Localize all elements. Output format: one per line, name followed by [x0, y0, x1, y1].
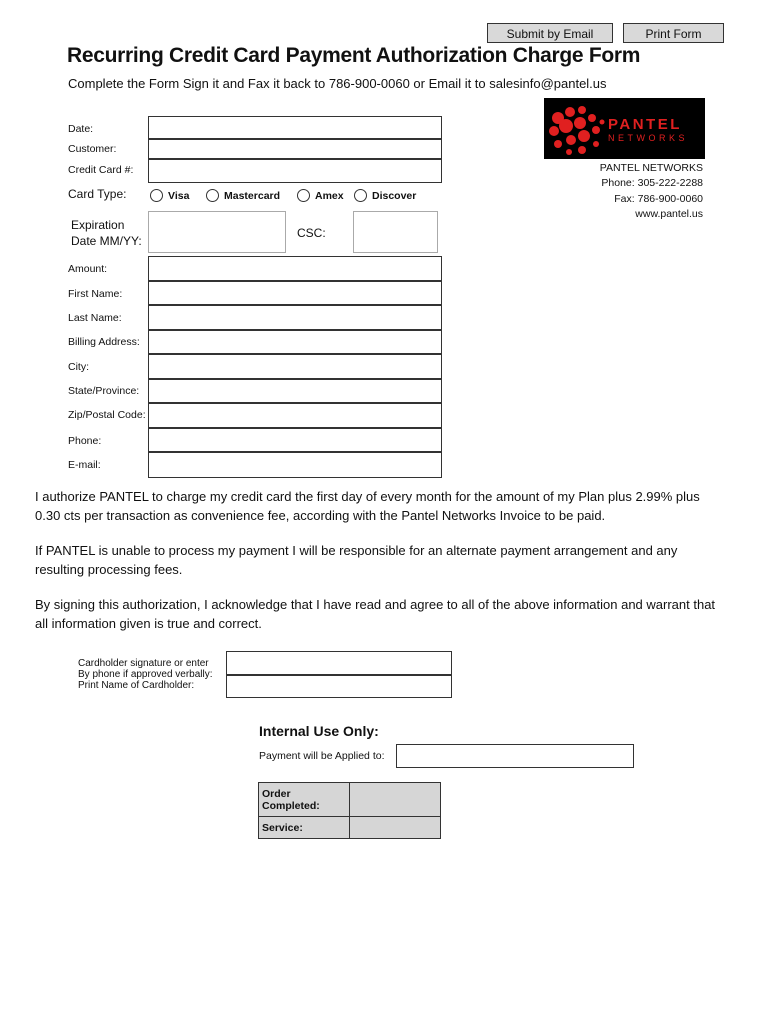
print-form-button[interactable]: Print Form: [623, 23, 724, 43]
last-name-field[interactable]: [148, 305, 442, 330]
last-name-label: Last Name:: [68, 312, 122, 324]
customer-label: Customer:: [68, 143, 117, 155]
phone-field[interactable]: [148, 428, 442, 452]
csc-field[interactable]: [353, 211, 438, 253]
card-type-label-amex: Amex: [315, 189, 344, 202]
billing-address-field[interactable]: [148, 330, 442, 354]
city-field[interactable]: [148, 354, 442, 379]
amount-label: Amount:: [68, 263, 108, 275]
order-completed-label: [259, 783, 350, 817]
date-field[interactable]: [148, 116, 442, 139]
expiration-label-line1: Expiration: [71, 218, 125, 232]
signature-label-line3: Print Name of Cardholder:: [78, 680, 195, 691]
submit-by-email-button[interactable]: Submit by Email: [487, 23, 613, 43]
logo-text-bottom: NETWORKS: [608, 133, 689, 143]
logo-text-top: PANTEL: [608, 116, 682, 133]
card-type-amex[interactable]: [297, 189, 344, 202]
payment-applied-field[interactable]: [396, 744, 634, 768]
radio-discover[interactable]: [354, 189, 367, 202]
amount-field[interactable]: [148, 256, 442, 281]
signature-label-line1: Cardholder signature or enter: [78, 658, 209, 669]
customer-field[interactable]: [148, 139, 442, 159]
card-type-label-mastercard: Mastercard: [224, 189, 281, 202]
card-type-label: Card Type:: [68, 187, 127, 201]
radio-visa[interactable]: [150, 189, 163, 202]
card-type-visa[interactable]: [150, 189, 189, 202]
internal-use-table: [258, 782, 441, 839]
expiration-label-line2: Date MM/YY:: [71, 234, 142, 248]
order-completed-label-line2: Completed:: [262, 799, 320, 812]
authorization-paragraph: I authorize PANTEL to charge my credit card the first day of every month for the amount of my Plan plus 2.99% plus 0.30 cts per transaction as convenience fee, according with the Pantel Networks Invoice to be paid.: [35, 489, 700, 523]
zip-label: Zip/Postal Code:: [68, 409, 146, 421]
first-name-field[interactable]: [148, 281, 442, 305]
table-row: [259, 817, 441, 839]
order-completed-label-line1: Order: [262, 787, 291, 800]
expiration-field[interactable]: [148, 211, 286, 253]
state-field[interactable]: [148, 379, 442, 403]
radio-mastercard[interactable]: [206, 189, 219, 202]
pantel-logo-mark: [544, 98, 705, 159]
email-label: E-mail:: [68, 459, 101, 471]
card-type-label-visa: Visa: [168, 189, 190, 202]
city-label: City:: [68, 361, 89, 373]
internal-use-title: Internal Use Only:: [259, 723, 379, 739]
billing-address-label: Billing Address:: [68, 336, 140, 348]
page-subtitle: Complete the Form Sign it and Fax it back to 786-900-0060 or Email it to salesinfo@pantel.us: [68, 76, 607, 91]
first-name-label: First Name:: [68, 288, 123, 300]
signature-label-line2: By phone if approved verbally:: [78, 669, 213, 680]
phone-label: Phone:: [68, 435, 102, 447]
date-label: Date:: [68, 123, 94, 135]
zip-field[interactable]: [148, 403, 442, 428]
company-phone: Phone: 305-222-2288: [601, 177, 703, 189]
company-website: www.pantel.us: [635, 208, 703, 220]
processing-paragraph: If PANTEL is unable to process my payment I will be responsible for an alternate payment arrangement and any resulting processing fees.: [35, 543, 678, 577]
state-label: State/Province:: [68, 385, 140, 397]
table-row: [259, 783, 441, 817]
order-completed-field[interactable]: [350, 783, 441, 817]
signature-field[interactable]: [226, 651, 452, 675]
company-fax: Fax: 786-900-0060: [614, 193, 703, 205]
company-name: PANTEL NETWORKS: [599, 162, 703, 174]
card-type-discover[interactable]: [354, 189, 416, 202]
print-name-field[interactable]: [226, 675, 452, 698]
signature-label: [78, 658, 213, 691]
card-type-label-discover: Discover: [372, 189, 417, 202]
page-title: Recurring Credit Card Payment Authorization Charge Form: [67, 44, 641, 67]
pantel-logo: [544, 98, 705, 159]
email-field[interactable]: [148, 452, 442, 478]
payment-applied-label: Payment will be Applied to:: [259, 750, 385, 762]
service-label: Service:: [259, 817, 350, 839]
service-field[interactable]: [350, 817, 441, 839]
csc-label: CSC:: [297, 226, 326, 240]
credit-card-label: Credit Card #:: [68, 164, 134, 176]
acknowledgement-paragraph: By signing this authorization, I acknowledge that I have read and agree to all of the above information and warrant that all information given is true and correct.: [35, 597, 716, 631]
card-type-mastercard[interactable]: [206, 189, 280, 202]
radio-amex[interactable]: [297, 189, 310, 202]
credit-card-field[interactable]: [148, 159, 442, 183]
